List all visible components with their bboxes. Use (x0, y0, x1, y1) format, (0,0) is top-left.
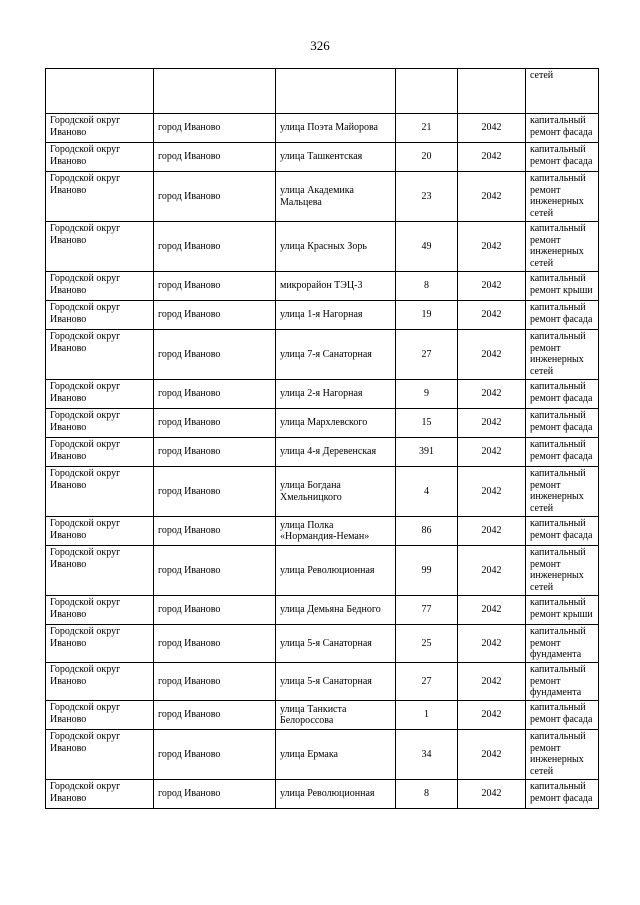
district-cell: Городской округ Иваново (46, 625, 154, 663)
house-cell: 77 (396, 596, 458, 625)
table-row (46, 596, 599, 625)
house-cell: 4 (396, 467, 458, 517)
house-cell: 23 (396, 172, 458, 222)
street-cell: улица Красных Зорь (276, 222, 396, 272)
year-cell: 2042 (458, 663, 526, 701)
table-row (46, 730, 599, 780)
district-cell: Городской округ Иваново (46, 701, 154, 730)
house-cell: 27 (396, 663, 458, 701)
street-cell: улица Мархлевского (276, 409, 396, 438)
district-cell: Городской округ Иваново (46, 467, 154, 517)
year-cell: 2042 (458, 438, 526, 467)
work-type-cell: капитальный ремонт фундамента (526, 663, 599, 701)
district-cell (46, 69, 154, 114)
table-row (46, 701, 599, 730)
street-cell: улица Академика Мальцева (276, 172, 396, 222)
settlement-cell: город Иваново (154, 272, 276, 301)
work-type-cell: капитальный ремонт фасада (526, 143, 599, 172)
settlement-cell: город Иваново (154, 330, 276, 380)
table-row (46, 114, 599, 143)
house-cell: 99 (396, 546, 458, 596)
table-row (46, 301, 599, 330)
year-cell: 2042 (458, 114, 526, 143)
street-cell: улица Ташкентская (276, 143, 396, 172)
street-cell: улица 1-я Нагорная (276, 301, 396, 330)
table-row (46, 663, 599, 701)
house-cell (396, 69, 458, 114)
work-type-cell: капитальный ремонт крыши (526, 272, 599, 301)
work-type-cell: сетей (526, 69, 599, 114)
year-cell: 2042 (458, 380, 526, 409)
settlement-cell (154, 69, 276, 114)
year-cell: 2042 (458, 272, 526, 301)
settlement-cell: город Иваново (154, 517, 276, 546)
work-type-cell: капитальный ремонт инженерных сетей (526, 222, 599, 272)
table-row (46, 330, 599, 380)
settlement-cell: город Иваново (154, 409, 276, 438)
district-cell: Городской округ Иваново (46, 780, 154, 809)
work-type-cell: капитальный ремонт фасада (526, 438, 599, 467)
street-cell: улица 4-я Деревенская (276, 438, 396, 467)
year-cell: 2042 (458, 467, 526, 517)
settlement-cell: город Иваново (154, 172, 276, 222)
street-cell: улица Революционная (276, 780, 396, 809)
work-type-cell: капитальный ремонт инженерных сетей (526, 730, 599, 780)
house-cell: 1 (396, 701, 458, 730)
table-row (46, 625, 599, 663)
house-cell: 20 (396, 143, 458, 172)
district-cell: Городской округ Иваново (46, 143, 154, 172)
district-cell: Городской округ Иваново (46, 438, 154, 467)
street-cell: улица 2-я Нагорная (276, 380, 396, 409)
street-cell: улица Революционная (276, 546, 396, 596)
house-cell: 21 (396, 114, 458, 143)
district-cell: Городской округ Иваново (46, 409, 154, 438)
district-cell: Городской округ Иваново (46, 301, 154, 330)
settlement-cell: город Иваново (154, 222, 276, 272)
district-cell: Городской округ Иваново (46, 272, 154, 301)
house-cell: 15 (396, 409, 458, 438)
house-cell: 27 (396, 330, 458, 380)
settlement-cell: город Иваново (154, 546, 276, 596)
work-type-cell: капитальный ремонт фундамента (526, 625, 599, 663)
year-cell: 2042 (458, 625, 526, 663)
year-cell: 2042 (458, 596, 526, 625)
work-type-cell: капитальный ремонт инженерных сетей (526, 546, 599, 596)
street-cell: улица Полка «Нормандия-Неман» (276, 517, 396, 546)
street-cell: улица 7-я Санаторная (276, 330, 396, 380)
work-type-cell: капитальный ремонт фасада (526, 301, 599, 330)
street-cell: микрорайон ТЭЦ-3 (276, 272, 396, 301)
work-type-cell: капитальный ремонт инженерных сетей (526, 467, 599, 517)
year-cell: 2042 (458, 301, 526, 330)
district-cell: Городской округ Иваново (46, 114, 154, 143)
district-cell: Городской округ Иваново (46, 380, 154, 409)
settlement-cell: город Иваново (154, 730, 276, 780)
house-cell: 49 (396, 222, 458, 272)
house-cell: 86 (396, 517, 458, 546)
year-cell: 2042 (458, 143, 526, 172)
district-cell: Городской округ Иваново (46, 546, 154, 596)
table-row (46, 780, 599, 809)
house-cell: 8 (396, 780, 458, 809)
table-row (46, 172, 599, 222)
street-cell: улица Демьяна Бедного (276, 596, 396, 625)
year-cell: 2042 (458, 730, 526, 780)
settlement-cell: город Иваново (154, 380, 276, 409)
year-cell (458, 69, 526, 114)
street-cell: улица Богдана Хмельницкого (276, 467, 396, 517)
house-cell: 9 (396, 380, 458, 409)
house-cell: 25 (396, 625, 458, 663)
street-cell: улица 5-я Санаторная (276, 625, 396, 663)
work-type-cell: капитальный ремонт фасада (526, 409, 599, 438)
table-row (46, 546, 599, 596)
settlement-cell: город Иваново (154, 143, 276, 172)
year-cell: 2042 (458, 222, 526, 272)
house-cell: 8 (396, 272, 458, 301)
district-cell: Городской округ Иваново (46, 172, 154, 222)
settlement-cell: город Иваново (154, 596, 276, 625)
table-row (46, 517, 599, 546)
year-cell: 2042 (458, 780, 526, 809)
district-cell: Городской округ Иваново (46, 730, 154, 780)
district-cell: Городской округ Иваново (46, 663, 154, 701)
continuation-row (46, 69, 599, 114)
work-type-cell: капитальный ремонт фасада (526, 701, 599, 730)
street-cell (276, 69, 396, 114)
house-cell: 34 (396, 730, 458, 780)
year-cell: 2042 (458, 409, 526, 438)
settlement-cell: город Иваново (154, 780, 276, 809)
year-cell: 2042 (458, 330, 526, 380)
repair-schedule-table (45, 68, 599, 809)
street-cell: улица Ермака (276, 730, 396, 780)
house-cell: 391 (396, 438, 458, 467)
work-type-cell: капитальный ремонт фасада (526, 380, 599, 409)
table-row (46, 272, 599, 301)
table-row (46, 222, 599, 272)
table-row (46, 409, 599, 438)
district-cell: Городской округ Иваново (46, 517, 154, 546)
street-cell: улица Танкиста Белороссова (276, 701, 396, 730)
settlement-cell: город Иваново (154, 114, 276, 143)
settlement-cell: город Иваново (154, 663, 276, 701)
district-cell: Городской округ Иваново (46, 596, 154, 625)
street-cell: улица 5-я Санаторная (276, 663, 396, 701)
settlement-cell: город Иваново (154, 701, 276, 730)
settlement-cell: город Иваново (154, 301, 276, 330)
work-type-cell: капитальный ремонт инженерных сетей (526, 330, 599, 380)
year-cell: 2042 (458, 172, 526, 222)
year-cell: 2042 (458, 546, 526, 596)
street-cell: улица Поэта Майорова (276, 114, 396, 143)
page-number: 326 (310, 38, 330, 53)
work-type-cell: капитальный ремонт инженерных сетей (526, 172, 599, 222)
table-row (46, 380, 599, 409)
house-cell: 19 (396, 301, 458, 330)
work-type-cell: капитальный ремонт фасада (526, 517, 599, 546)
settlement-cell: город Иваново (154, 438, 276, 467)
work-type-cell: капитальный ремонт фасада (526, 114, 599, 143)
year-cell: 2042 (458, 517, 526, 546)
table-row (46, 143, 599, 172)
settlement-cell: город Иваново (154, 467, 276, 517)
district-cell: Городской округ Иваново (46, 330, 154, 380)
district-cell: Городской округ Иваново (46, 222, 154, 272)
work-type-cell: капитальный ремонт фасада (526, 780, 599, 809)
settlement-cell: город Иваново (154, 625, 276, 663)
work-type-cell: капитальный ремонт крыши (526, 596, 599, 625)
table-row (46, 438, 599, 467)
year-cell: 2042 (458, 701, 526, 730)
table-row (46, 467, 599, 517)
